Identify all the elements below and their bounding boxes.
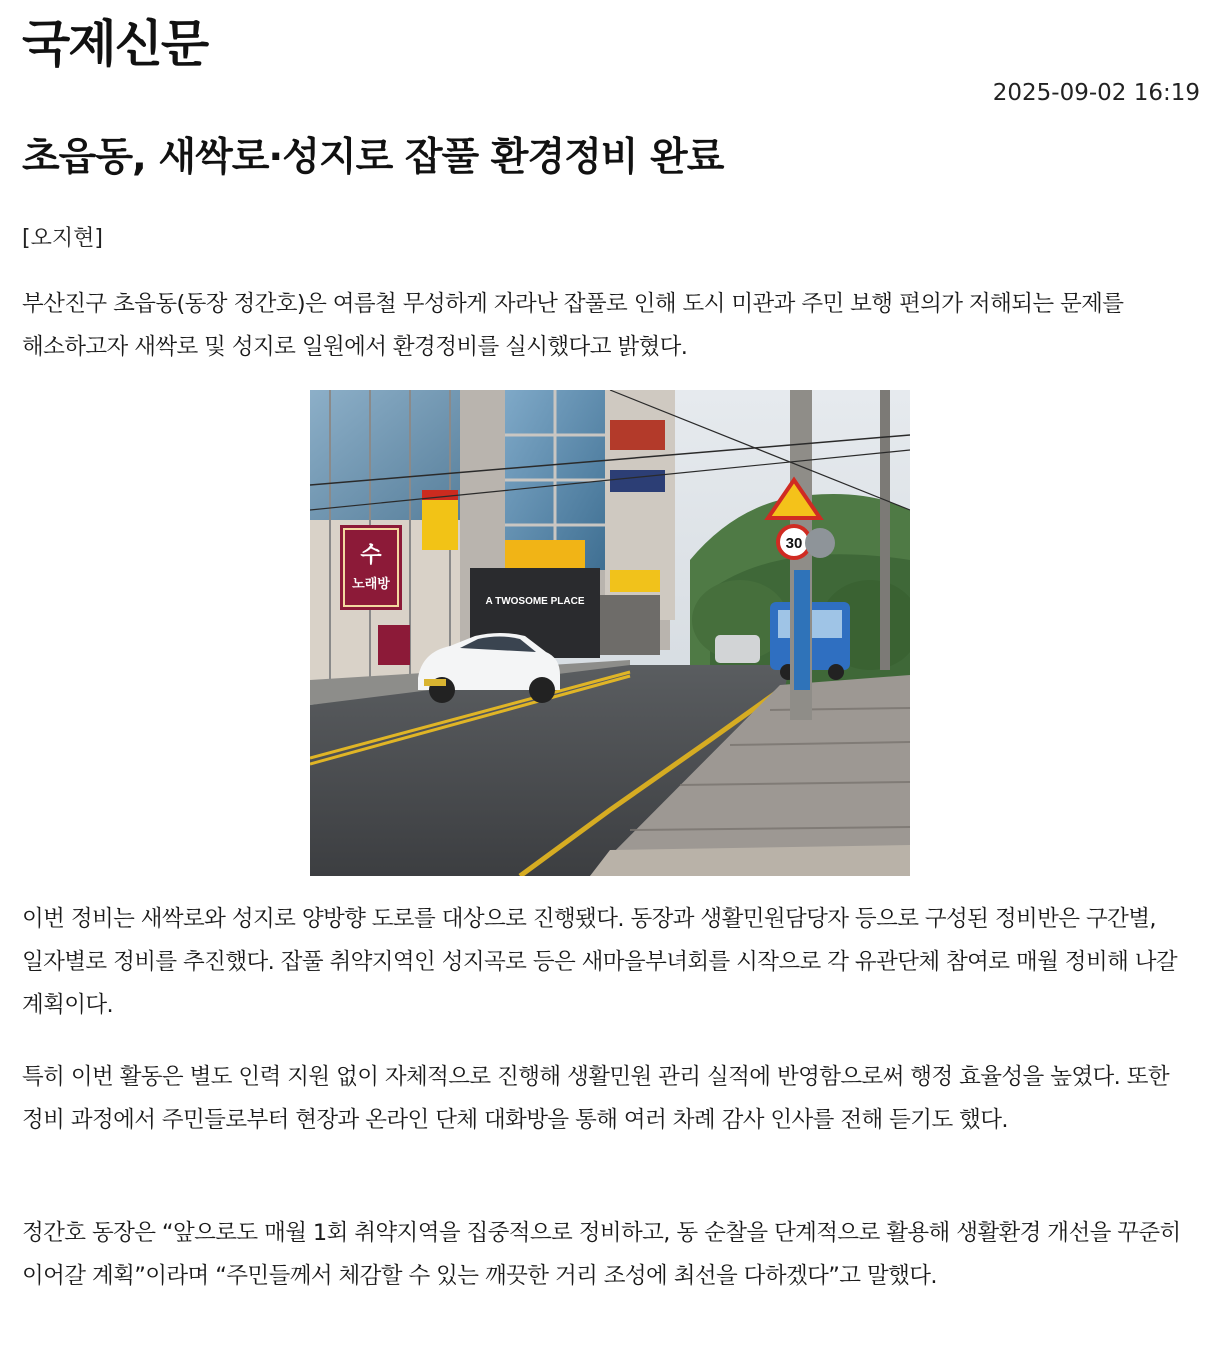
cafe-sign-text: A TWOSOME PLACE xyxy=(485,596,585,607)
karaoke-sign-label: 노래방 xyxy=(352,577,390,592)
publish-datetime: 2025-09-02 16:19 xyxy=(992,80,1200,106)
karaoke-sign-char: 수 xyxy=(360,543,382,568)
newspaper-logo[interactable]: 국제신문 xyxy=(22,15,208,73)
article-photo xyxy=(310,390,910,876)
article-paragraph-1: 부산진구 초읍동(동장 정간호)은 여름철 무성하게 자라난 잡풀로 인해 도시 미관과 주민 보행 편의가 저해되는 문제를 해소하고자 새싹로 및 성지로 일원에서 환경정비를 실시했다고 밝혔다. xyxy=(22,291,1124,360)
speed-limit-text: 30 xyxy=(785,535,803,552)
article-paragraph-2: 이번 정비는 새싹로와 성지로 양방향 도로를 대상으로 진행됐다. 동장과 생활민원담당자 등으로 구성된 정비반은 구간별, 일자별로 정비를 추진했다. 잡풀 취약지역인 성지곡로 등은 새마을부녀회를 시작으로 각 유관단체 참여로 매월 정비해 나갈 계획이다. xyxy=(22,906,1178,1018)
article-byline: [오지현] xyxy=(22,226,103,251)
article-paragraph-3: 특히 이번 활동은 별도 인력 지원 없이 자체적으로 진행해 생활민원 관리 실적에 반영함으로써 행정 효율성을 높였다. 또한 정비 과정에서 주민들로부터 현장과 온라인 단체 대화방을 통해 여러 차례 감사 인사를 전해 듣기도 했다. xyxy=(22,1064,1170,1133)
article-headline: 초읍동, 새싹로·성지로 잡풀 환경정비 완료 xyxy=(22,135,724,180)
article-paragraph-4: 정간호 동장은 “앞으로도 매월 1회 취약지역을 집중적으로 정비하고, 동 순찰을 단계적으로 활용해 생활환경 개선을 꾸준히 이어갈 계획”이라며 “주민들께서 체감할 수 있는 깨끗한 거리 조성에 최선을 다하겠다”고 말했다. xyxy=(22,1220,1181,1289)
street-scene-image xyxy=(310,390,910,876)
